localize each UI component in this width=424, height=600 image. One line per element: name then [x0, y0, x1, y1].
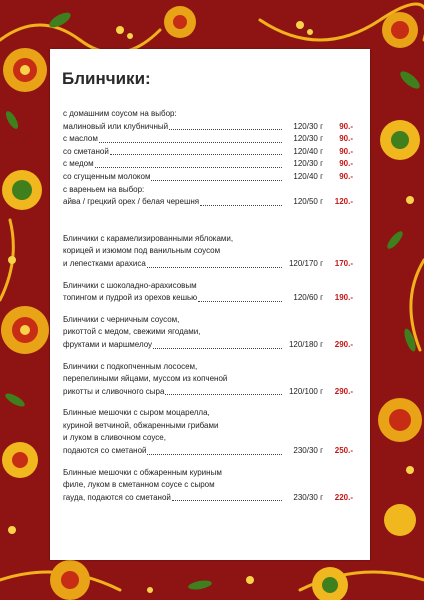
menu-item	[63, 233, 353, 271]
item-weight: 120/50 г	[293, 197, 323, 207]
menu-row	[63, 386, 353, 399]
item-name: подаются со сметаной	[63, 446, 147, 456]
item-description-line: перепелиными яйцами, муссом из копченой	[63, 374, 228, 384]
item-description-line: куриной ветчиной, обжаренными грибами	[63, 420, 219, 430]
item-description-line: Блинчики с шоколадно-арахисовым	[63, 280, 197, 290]
dotted-leader	[169, 129, 282, 130]
menu-row	[63, 445, 353, 458]
item-price: 90.-	[339, 171, 353, 181]
menu-row	[63, 133, 353, 146]
item-name: малиновый или клубничный	[63, 121, 169, 131]
menu-content	[63, 108, 353, 504]
menu-row	[63, 196, 353, 209]
item-name: гауда, подаются со сметаной	[63, 492, 171, 502]
item-name: айва / грецкий орех / белая черешня	[63, 197, 200, 207]
dotted-leader	[172, 500, 282, 501]
menu-item	[63, 314, 353, 352]
item-weight: 230/30 г	[293, 492, 323, 502]
item-price: 170.-	[334, 258, 353, 268]
item-name: со сгущенным молоком	[63, 171, 151, 181]
item-weight: 120/40 г	[293, 171, 323, 181]
item-description-line: Блинчики с подкопченным лососем,	[63, 361, 198, 371]
menu-row	[63, 492, 353, 505]
dotted-leader	[165, 394, 282, 395]
menu-row	[63, 146, 353, 159]
item-name: топингом и пудрой из орехов кешью	[63, 293, 198, 303]
item-description-line: рикоттой с медом, свежими ягодами,	[63, 327, 201, 337]
menu-item	[63, 407, 353, 457]
item-price: 220.-	[334, 492, 353, 502]
item-description-line: Блинные мешочки с обжаренным куриным	[63, 467, 222, 477]
dotted-leader	[153, 348, 282, 349]
item-weight: 120/40 г	[293, 146, 323, 156]
section-header: с домашним соусом на выбор:	[63, 109, 177, 118]
item-description-line: филе, луком в сметанном соусе с сыром	[63, 480, 215, 490]
dotted-leader	[147, 267, 282, 268]
item-weight: 120/30 г	[293, 134, 323, 144]
item-name: с медом	[63, 159, 94, 169]
item-price: 90.-	[339, 134, 353, 144]
menu-row	[63, 121, 353, 134]
dotted-leader	[99, 142, 282, 143]
item-name: и лепестками арахиса	[63, 258, 146, 268]
menu-row	[63, 258, 353, 271]
item-description-line: и луком в сливочном соусе,	[63, 433, 166, 443]
item-weight: 120/30 г	[293, 121, 323, 131]
item-price: 90.-	[339, 159, 353, 169]
item-name: со сметаной	[63, 146, 109, 156]
item-weight: 120/30 г	[293, 159, 323, 169]
section-header: с вареньем на выбор:	[63, 184, 145, 194]
item-description-line: Блинные мешочки с сыром моцарелла,	[63, 408, 210, 418]
dotted-leader	[200, 205, 282, 206]
item-name: фруктами и маршмелоу	[63, 339, 153, 349]
item-price: 250.-	[334, 446, 353, 456]
item-weight: 230/30 г	[293, 446, 323, 456]
item-price: 290.-	[334, 386, 353, 396]
menu-card	[50, 49, 370, 560]
item-price: 90.-	[339, 121, 353, 131]
item-weight: 120/100 г	[288, 386, 323, 396]
menu-row	[63, 292, 353, 305]
menu-row	[63, 171, 353, 184]
dotted-leader	[198, 301, 282, 302]
item-description-line: Блинчики с карамелизированными яблоками,	[63, 233, 234, 243]
item-description-line: корицей и изюмом под ванильным соусом	[63, 246, 221, 256]
item-price: 120.-	[334, 197, 353, 207]
item-name: с маслом	[63, 134, 98, 144]
menu-row	[63, 158, 353, 171]
dotted-leader	[95, 167, 282, 168]
menu-item	[63, 280, 353, 305]
item-name: рикотты и сливочного сыра	[63, 386, 165, 396]
menu-title: Блинчики:	[62, 69, 151, 88]
item-price: 90.-	[339, 146, 353, 156]
menu-item	[63, 361, 353, 399]
item-weight: 120/170 г	[288, 258, 323, 268]
menu-item	[63, 467, 353, 505]
item-description-line: Блинчики с черничным соусом,	[63, 314, 180, 324]
item-price: 190.-	[334, 293, 353, 303]
dotted-leader	[110, 154, 282, 155]
dotted-leader	[151, 180, 282, 181]
item-weight: 120/180 г	[288, 339, 323, 349]
dotted-leader	[147, 454, 282, 455]
item-price: 290.-	[334, 339, 353, 349]
menu-row	[63, 339, 353, 352]
item-weight: 120/60 г	[293, 293, 323, 303]
